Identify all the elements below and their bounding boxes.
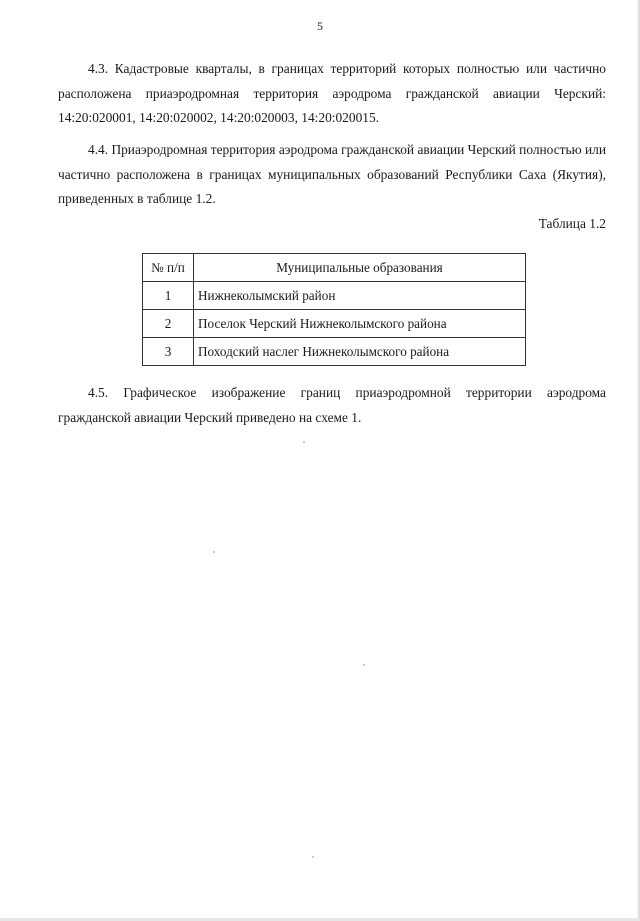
scan-speck — [363, 664, 365, 666]
row-number-cell: 2 — [143, 310, 194, 338]
table-row — [143, 338, 526, 366]
column-header-number: № п/п — [143, 254, 194, 282]
table-header-row — [143, 254, 526, 282]
paragraph-4-4-text: 4.4. Приаэродромная территория аэродрома гражданской авиации Черский полностью или частично расположена в границах муниципальных образований Республики Саха (Якутия), приведенных в таблице 1.2. — [58, 142, 606, 206]
municipality-name-cell: Поселок Черский Нижнеколымского района — [194, 310, 526, 338]
row-number-cell: 1 — [143, 282, 194, 310]
paragraph-4-4 — [58, 138, 606, 212]
column-header-municipalities: Муниципальные образования — [194, 254, 526, 282]
paragraph-4-5-text: 4.5. Графическое изображение границ приаэродромной территории аэродрома гражданской авиации Черский приведено на схеме 1. — [58, 385, 606, 425]
paragraph-4-5 — [58, 381, 606, 430]
scan-speck — [312, 856, 314, 858]
municipalities-table — [142, 253, 526, 366]
table-row — [143, 282, 526, 310]
municipality-name-cell: Нижнеколымский район — [194, 282, 526, 310]
scan-speck — [303, 441, 305, 443]
table-row — [143, 310, 526, 338]
row-number-cell: 3 — [143, 338, 194, 366]
table-caption: Таблица 1.2 — [538, 216, 606, 231]
scan-speck — [213, 551, 215, 553]
municipality-name-cell: Походский наслег Нижнеколымского района — [194, 338, 526, 366]
paragraph-4-3 — [58, 57, 606, 131]
paragraph-4-3-text: 4.3. Кадастровые кварталы, в границах территорий которых полностью или частично расположена приаэродромная территория аэродрома гражданской авиации Черский: 14:20:020001, 14:20:020002, 14:20:020003, 14:20:020015. — [58, 61, 606, 125]
page-number: 5 — [317, 19, 323, 33]
